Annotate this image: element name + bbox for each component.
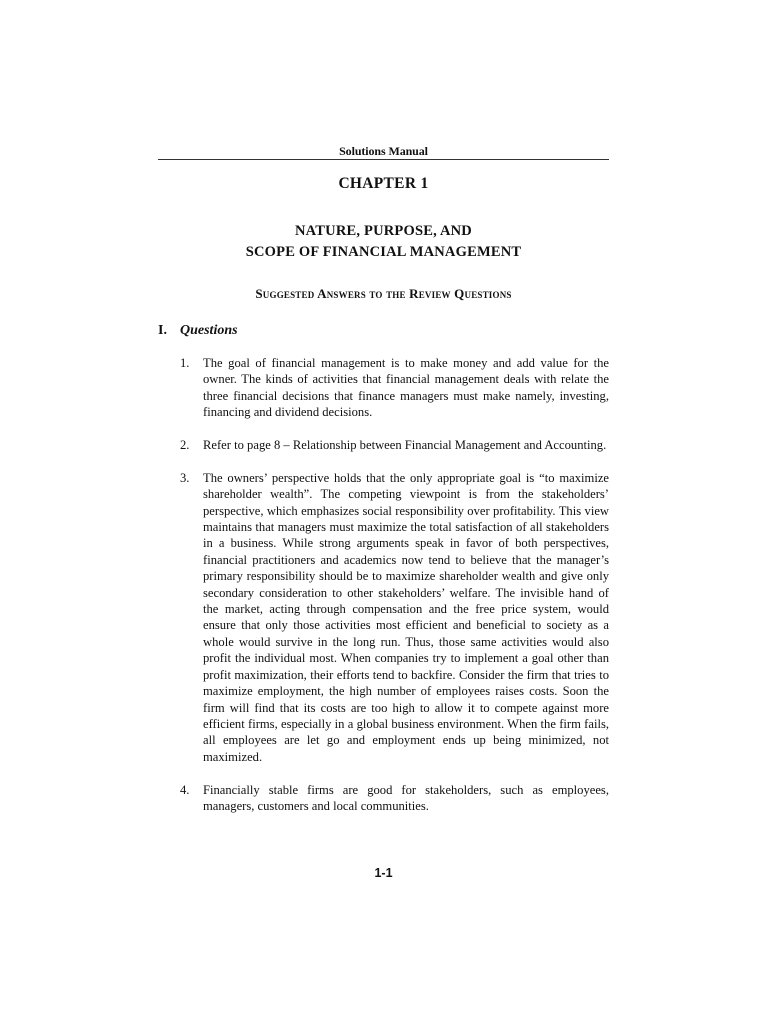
section-number: I. bbox=[158, 323, 167, 338]
question-number: 1. bbox=[180, 356, 190, 370]
question-answer-text: Refer to page 8 – Relationship between Financial Management and Accounting. bbox=[203, 438, 607, 453]
question-answer-text: Financially stable firms are good for stakeholders, such as employees, managers, customers and local communities. bbox=[203, 782, 609, 813]
section-heading bbox=[158, 323, 609, 339]
question-number: 2. bbox=[180, 438, 190, 453]
page-number: 1-1 bbox=[374, 866, 393, 880]
running-header: Solutions Manual bbox=[339, 144, 428, 158]
section-label: Questions bbox=[180, 323, 238, 338]
question-number: 3. bbox=[180, 470, 190, 485]
chapter-title-line-2: SCOPE OF FINANCIAL MANAGEMENT bbox=[245, 244, 522, 260]
chapter-label: CHAPTER 1 bbox=[338, 175, 429, 192]
chapter-title bbox=[158, 221, 609, 263]
section-subtitle: Suggested Answers to the Review Questions bbox=[255, 286, 512, 301]
header-divider bbox=[158, 159, 609, 160]
question-item bbox=[180, 470, 609, 765]
question-number: 4. bbox=[180, 782, 190, 797]
question-answer-text: The goal of financial management is to make money and add value for the owner. The kinds of activities that financial management deals with relate the three financial decisions that finance managers must make namely, investing, financing and dividend decisions. bbox=[203, 356, 609, 420]
question-item bbox=[180, 437, 609, 453]
chapter-title-line-1: NATURE, PURPOSE, AND bbox=[295, 223, 472, 239]
question-item bbox=[180, 355, 609, 421]
question-answer-text: The owners’ perspective holds that the only appropriate goal is “to maximize shareholder wealth”. The competing viewpoint is from the stakeholders’ perspective, which emphasizes social responsibility over profitability. This view maintains that managers must maximize the total satisfaction of all stakeholders in a business. While strong arguments speak in favor of both perspectives, financial practitioners and academics now tend to believe that the manager’s primary responsibility should be to maximize shareholder wealth and give only secondary consideration to other stakeholders’ welfare. The invisible hand of the market, acting through compensation and the free price system, would ensure that only those activities most efficient and beneficial to society as a whole would survive in the long run. Thus, those same activities would also profit the individual most. When companies try to implement a goal other than profit maximization, their efforts tend to backfire. Consider the firm that tries to maximize employment, the high number of employees raises costs. Soon the firm will find that its costs are too high to allow it to compete against more efficient firms, especially in a global business environment. When the firm fails, all employees are let go and employment ends up being minimized, not maximized. bbox=[203, 470, 609, 764]
questions-list bbox=[180, 355, 609, 831]
question-item bbox=[180, 782, 609, 815]
